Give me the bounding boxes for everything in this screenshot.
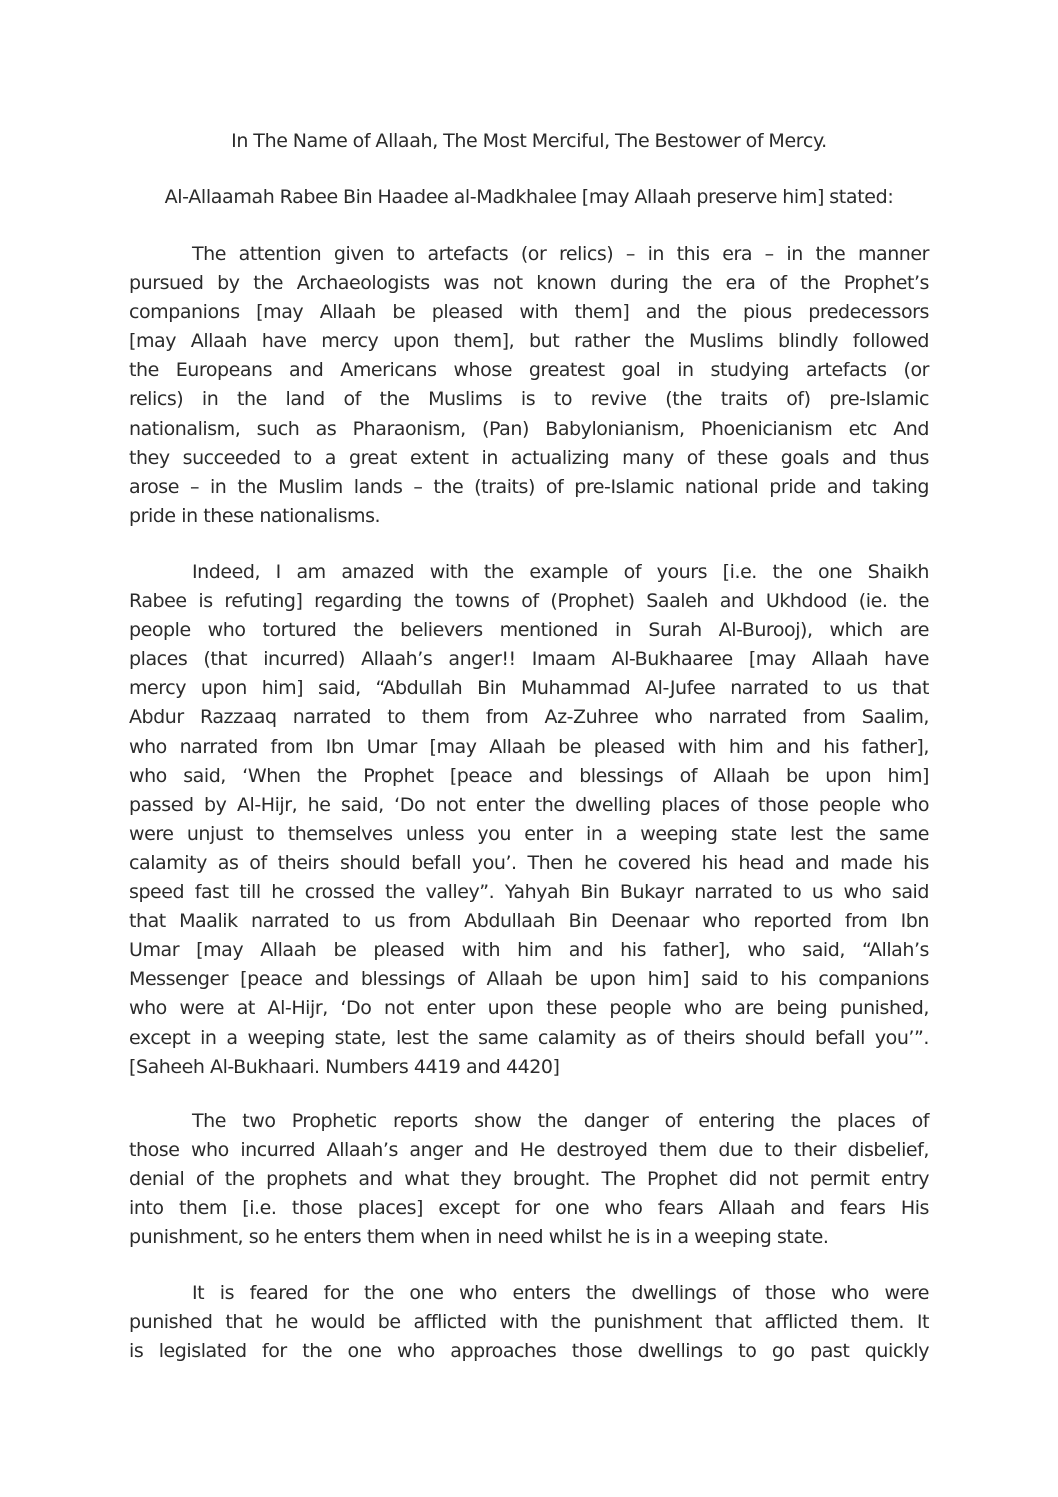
text-line: It is feared for the one who enters the dwellings of those who were <box>192 1282 929 1304</box>
text-line: places (that incurred) Allaah’s anger!! Imaam Al-Bukhaaree [may Allaah have <box>129 648 929 671</box>
paragraph-3 <box>129 1107 929 1252</box>
text-line: The two Prophetic reports show the danger of entering the places of <box>192 1110 929 1132</box>
text-line: mercy upon him] said, “Abdullah Bin Muhammad Al-Jufee narrated to us that <box>129 677 929 700</box>
text-line: Rabee is refuting] regarding the towns of (Prophet) Saaleh and Ukhdood (ie. the <box>129 590 929 613</box>
text-line: into them [i.e. those places] except for one who fears Allaah and fears His <box>129 1197 929 1220</box>
text-line: [Saheeh Al-Bukhaari. Numbers 4419 and 4420] <box>129 1055 560 1078</box>
text-line: the Europeans and Americans whose greatest goal in studying artefacts (or <box>129 359 929 382</box>
text-line: who were at Al-Hijr, ‘Do not enter upon these people who are being punished, <box>129 997 929 1020</box>
document-title: In The Name of Allaah, The Most Merciful, The Bestower of Mercy. <box>231 130 827 152</box>
text-line: Abdur Razzaaq narrated to them from Az-Zuhree who narrated from Saalim, <box>129 706 929 729</box>
paragraph-4 <box>129 1279 929 1366</box>
text-line: pride in these nationalisms. <box>129 504 381 527</box>
text-line: The attention given to artefacts (or relics) – in this era – in the manner <box>192 243 929 265</box>
text-line: speed fast till he crossed the valley”. Yahyah Bin Bukayr narrated to us who said <box>129 881 929 904</box>
text-line: relics) in the land of the Muslims is to revive (the traits of) pre-Islamic <box>129 388 929 411</box>
text-line: arose – in the Muslim lands – the (traits) of pre-Islamic national pride and taking <box>129 475 929 498</box>
text-line: nationalism, such as Pharaonism, (Pan) Babylonianism, Phoenicianism etc And <box>129 417 929 440</box>
text-line: those who incurred Allaah’s anger and He destroyed them due to their disbelief, <box>129 1139 929 1162</box>
text-line: were unjust to themselves unless you enter in a weeping state lest the same <box>129 822 929 845</box>
text-line: calamity as of theirs should befall you’. Then he covered his head and made his <box>129 851 929 874</box>
text-line: Umar [may Allaah be pleased with him and his father], who said, “Allah’s <box>129 939 929 962</box>
text-line: is legislated for the one who approaches those dwellings to go past quickly <box>129 1340 929 1363</box>
text-line: Messenger [peace and blessings of Allaah be upon him] said to his companions <box>129 968 929 991</box>
text-line: passed by Al-Hijr, he said, ‘Do not enter the dwelling places of those people who <box>129 793 929 816</box>
text-line: who said, ‘When the Prophet [peace and blessings of Allaah be upon him] <box>129 764 929 787</box>
text-line: Indeed, I am amazed with the example of yours [i.e. the one Shaikh <box>192 561 929 583</box>
text-line: companions [may Allaah be pleased with them] and the pious predecessors <box>129 301 929 324</box>
attribution-line: Al-Allaamah Rabee Bin Haadee al-Madkhalee [may Allaah preserve him] stated: <box>164 186 894 208</box>
text-line: people who tortured the believers mentioned in Surah Al-Burooj), which are <box>129 619 929 642</box>
text-line: punished that he would be afflicted with the punishment that afflicted them. It <box>129 1311 929 1334</box>
text-line: pursued by the Archaeologists was not known during the era of the Prophet’s <box>129 272 929 295</box>
text-line: denial of the prophets and what they brought. The Prophet did not permit entry <box>129 1168 929 1191</box>
text-line: punishment, so he enters them when in need whilst he is in a weeping state. <box>129 1226 829 1249</box>
paragraph-1 <box>129 240 929 531</box>
paragraph-2 <box>129 558 929 1082</box>
text-line: [may Allaah have mercy upon them], but rather the Muslims blindly followed <box>129 330 929 353</box>
text-line: except in a weeping state, lest the same calamity as of theirs should befall you’”. <box>129 1026 929 1049</box>
text-line: they succeeded to a great extent in actualizing many of these goals and thus <box>129 446 929 469</box>
text-line: who narrated from Ibn Umar [may Allaah be pleased with him and his father], <box>129 735 929 758</box>
text-line: that Maalik narrated to us from Abdullaah Bin Deenaar who reported from Ibn <box>129 910 929 933</box>
